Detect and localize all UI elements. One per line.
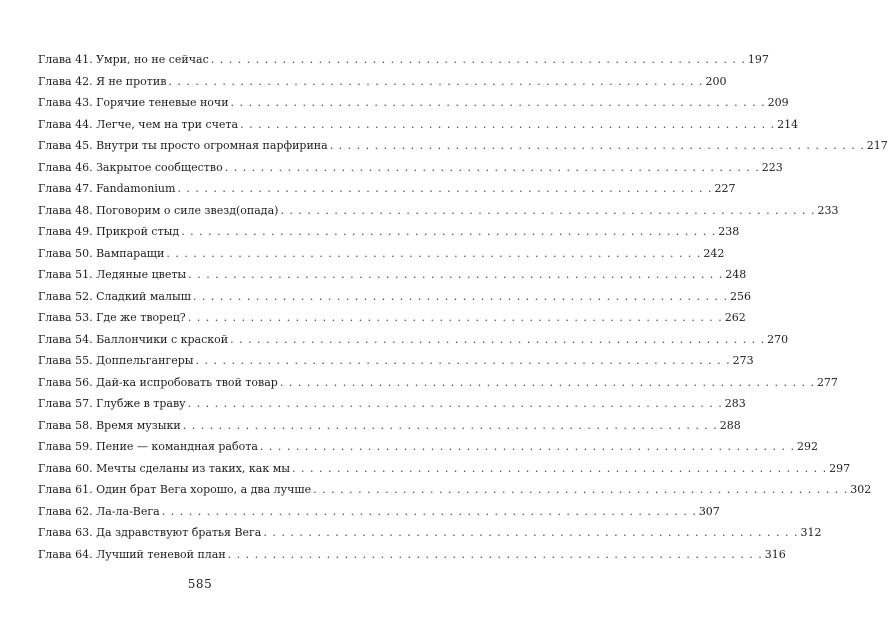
chapter-number: Глава 59.: [38, 440, 93, 453]
chapter-title: Глубже в траву: [96, 397, 186, 410]
toc-entry: [38, 71, 727, 93]
dot-leader: [168, 71, 703, 93]
toc-entry: [38, 200, 839, 222]
chapter-page-number: 238: [718, 225, 740, 238]
toc-entry: [38, 350, 754, 372]
chapter-title: Fandamonium: [96, 182, 176, 195]
chapter-page-number: 312: [800, 526, 822, 539]
chapter-page-number: 262: [724, 311, 746, 324]
toc-entry: [38, 157, 783, 179]
toc-entry: [38, 264, 747, 286]
chapter-title: Прикрой стыд: [96, 225, 180, 238]
chapter-page-number: 297: [829, 461, 851, 475]
dot-leader: [211, 49, 746, 71]
toc-entry: [38, 544, 786, 566]
chapter-number: Глава 51.: [38, 268, 93, 281]
dot-leader: [225, 157, 760, 179]
chapter-page-number: 316: [764, 547, 786, 561]
dot-leader: [162, 501, 697, 523]
chapter-number: Глава 60.: [38, 461, 93, 475]
toc-entry: [38, 436, 818, 458]
chapter-page-number: 283: [724, 397, 746, 410]
chapter-page-number: 270: [767, 332, 789, 346]
chapter-title: Умри, но не сейчас: [96, 53, 209, 66]
chapter-title: Ла-ла-Вега: [96, 504, 160, 518]
chapter-title: Лучший теневой план: [96, 547, 226, 561]
chapter-number: Глава 56.: [38, 375, 93, 389]
chapter-title: Пение — командная работа: [96, 440, 258, 453]
toc-entry: [38, 243, 725, 265]
chapter-number: Глава 53.: [38, 311, 93, 324]
dot-leader: [188, 264, 723, 286]
chapter-title: Да здравствуют братья Вега: [96, 526, 262, 539]
chapter-page-number: 227: [714, 182, 736, 195]
dot-leader: [196, 350, 731, 372]
chapter-title: Мечты сделаны из таких, как мы: [96, 461, 291, 475]
toc-entry: [38, 114, 799, 136]
chapter-title: Легче, чем на три счета: [96, 117, 239, 131]
chapter-title: Ледяные цветы: [96, 268, 187, 281]
chapter-number: Глава 46.: [38, 160, 93, 174]
dot-leader: [280, 372, 815, 394]
chapter-page-number: 223: [761, 160, 783, 174]
toc-entry: [38, 501, 720, 523]
chapter-number: Глава 42.: [38, 74, 93, 88]
dot-leader: [181, 221, 716, 243]
chapter-page-number: 197: [747, 53, 769, 66]
dot-leader: [240, 114, 775, 136]
chapter-number: Глава 50.: [38, 246, 93, 260]
dot-leader: [188, 393, 723, 415]
dot-leader: [183, 415, 718, 437]
chapter-page-number: 217: [866, 139, 888, 152]
chapter-number: Глава 57.: [38, 397, 93, 410]
toc-entry: [38, 372, 838, 394]
chapter-page-number: 233: [817, 203, 839, 217]
toc-entry: [38, 135, 888, 157]
chapter-number: Глава 52.: [38, 289, 93, 303]
toc-entry: [38, 178, 736, 200]
dot-leader: [330, 135, 865, 157]
chapter-number: Глава 62.: [38, 504, 93, 518]
chapter-title: Внутри ты просто огромная парфирина: [96, 139, 328, 152]
dot-leader: [228, 544, 763, 566]
toc-entry: [38, 92, 789, 114]
chapter-page-number: 214: [777, 117, 799, 131]
chapter-page-number: 256: [730, 289, 752, 303]
chapter-number: Глава 55.: [38, 354, 93, 367]
chapter-title: Доппельгангеры: [96, 354, 194, 367]
dot-leader: [292, 458, 827, 480]
chapter-number: Глава 48.: [38, 203, 93, 217]
chapter-number: Глава 41.: [38, 53, 93, 66]
chapter-title: Сладкий малыш: [96, 289, 191, 303]
chapter-number: Глава 45.: [38, 139, 93, 152]
chapter-page-number: 277: [816, 375, 838, 389]
chapter-page-number: 242: [703, 246, 725, 260]
chapter-title: Поговорим о силе звезд(опада): [96, 203, 279, 217]
dot-leader: [230, 329, 765, 351]
chapter-page-number: 307: [698, 504, 720, 518]
dot-leader: [231, 92, 766, 114]
chapter-title: Вампаращи: [96, 246, 165, 260]
dot-leader: [188, 307, 723, 329]
chapter-page-number: 288: [719, 418, 741, 432]
dot-leader: [280, 200, 815, 222]
chapter-number: Глава 61.: [38, 483, 93, 496]
chapter-number: Глава 63.: [38, 526, 93, 539]
chapter-title: Один брат Вега хорошо, а два лучше: [96, 483, 312, 496]
chapter-number: Глава 44.: [38, 117, 93, 131]
chapter-number: Глава 64.: [38, 547, 93, 561]
toc-entry: [38, 286, 752, 308]
dot-leader: [260, 436, 795, 458]
page-number: 585: [187, 577, 213, 591]
toc-entry: [38, 415, 741, 437]
dot-leader: [177, 178, 712, 200]
chapter-title: Горячие теневые ночи: [96, 96, 229, 109]
chapter-page-number: 248: [725, 268, 747, 281]
toc-entry: [38, 221, 740, 243]
chapter-number: Глава 43.: [38, 96, 93, 109]
toc-entry: [38, 49, 769, 71]
dot-leader: [193, 286, 728, 308]
chapter-title: Время музыки: [96, 418, 181, 432]
chapter-page-number: 292: [796, 440, 818, 453]
dot-leader: [263, 522, 798, 544]
toc-entry: [38, 329, 789, 351]
chapter-number: Глава 49.: [38, 225, 93, 238]
chapter-number: Глава 58.: [38, 418, 93, 432]
chapter-number: Глава 54.: [38, 332, 93, 346]
chapter-title: Где же творец?: [96, 311, 186, 324]
dot-leader: [166, 243, 701, 265]
toc-entry: [38, 393, 746, 415]
chapter-page-number: 273: [732, 354, 754, 367]
chapter-title: Закрытое сообщество: [96, 160, 223, 174]
toc-entry: [38, 479, 872, 501]
chapter-title: Дай-ка испробовать твой товар: [96, 375, 278, 389]
toc-entry: [38, 458, 851, 480]
chapter-page-number: 209: [767, 96, 789, 109]
toc-entry: [38, 307, 746, 329]
chapter-number: Глава 47.: [38, 182, 93, 195]
chapter-page-number: 200: [705, 74, 727, 88]
toc-entry: [38, 522, 822, 544]
chapter-page-number: 302: [850, 483, 872, 496]
chapter-title: Я не против: [96, 74, 167, 88]
chapter-title: Баллончики с краской: [96, 332, 229, 346]
table-of-contents: [38, 49, 888, 565]
dot-leader: [313, 479, 848, 501]
